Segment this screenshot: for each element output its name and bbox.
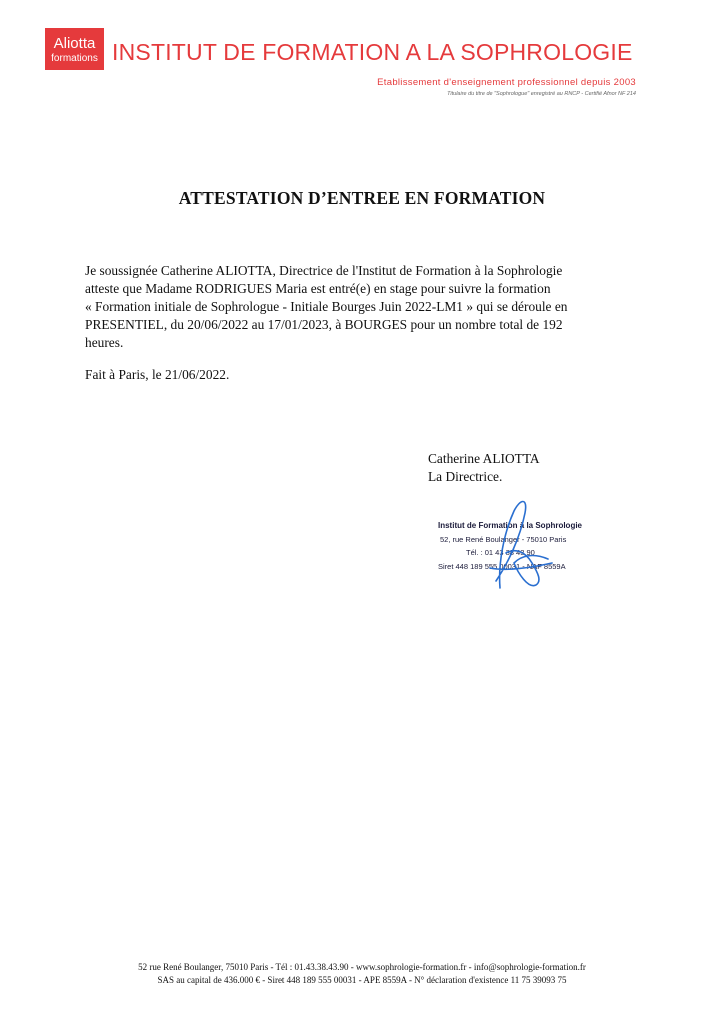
body-line: PRESENTIEL, du 20/06/2022 au 17/01/2023, à BOURGES pour un nombre total de 192 [85, 317, 563, 332]
body-line: Je soussignée Catherine ALIOTTA, Directrice de l'Institut de Formation à la Sophrologie [85, 263, 563, 278]
institute-name: INSTITUT DE FORMATION A LA SOPHROLOGIE [112, 39, 633, 65]
signer-role: La Directrice. [428, 469, 503, 484]
body-line: « Formation initiale de Sophrologue - Initiale Bourges Juin 2022-LM1 » qui se déroule en [85, 299, 568, 314]
signer-block [428, 450, 540, 486]
place-and-date: Fait à Paris, le 21/06/2022. [85, 367, 230, 382]
logo-line2: formations [51, 53, 98, 64]
aliotta-logo [45, 28, 104, 70]
page-footer [0, 961, 724, 987]
document-title: ATTESTATION D’ENTREE EN FORMATION [178, 188, 546, 208]
signer-name: Catherine ALIOTTA [428, 451, 540, 466]
footer-legal: SAS au capital de 436.000 € - Siret 448 189 555 00031 - APE 8559A - N° déclaration d'existence 11 75 39093 75 [157, 975, 567, 985]
body-line: heures. [85, 335, 124, 350]
stamp-line-address: 52, rue René Boulanger - 75010 Paris [440, 534, 567, 544]
stamp-line-siret: Siret 448 189 555 00031 - NAF 8559A [438, 561, 566, 571]
signature-stroke [490, 502, 552, 589]
stamp-line-phone: Tél. : 01 43 38 43 90 [466, 548, 535, 557]
handwritten-signature [470, 493, 560, 593]
attestation-body [85, 262, 645, 352]
footer-contact: 52 rue René Boulanger, 75010 Paris - Tél : 01.43.38.43.90 - www.sophrologie-formation.fr - info@sophrologie-formation.fr [138, 962, 586, 972]
stamp-line-name: Institut de Formation à la Sophrologie [438, 521, 583, 530]
institute-tagline: Etablissement d'enseignement professionnel depuis 2003 [377, 77, 636, 88]
logo-line1: Aliotta [53, 35, 96, 52]
institute-certification: Titulaire du titre de "Sophrologue" enregistré au RNCP - Certifié Afnor NF 214 [447, 91, 636, 97]
body-line: atteste que Madame RODRIGUES Maria est entré(e) en stage pour suivre la formation [85, 281, 551, 296]
